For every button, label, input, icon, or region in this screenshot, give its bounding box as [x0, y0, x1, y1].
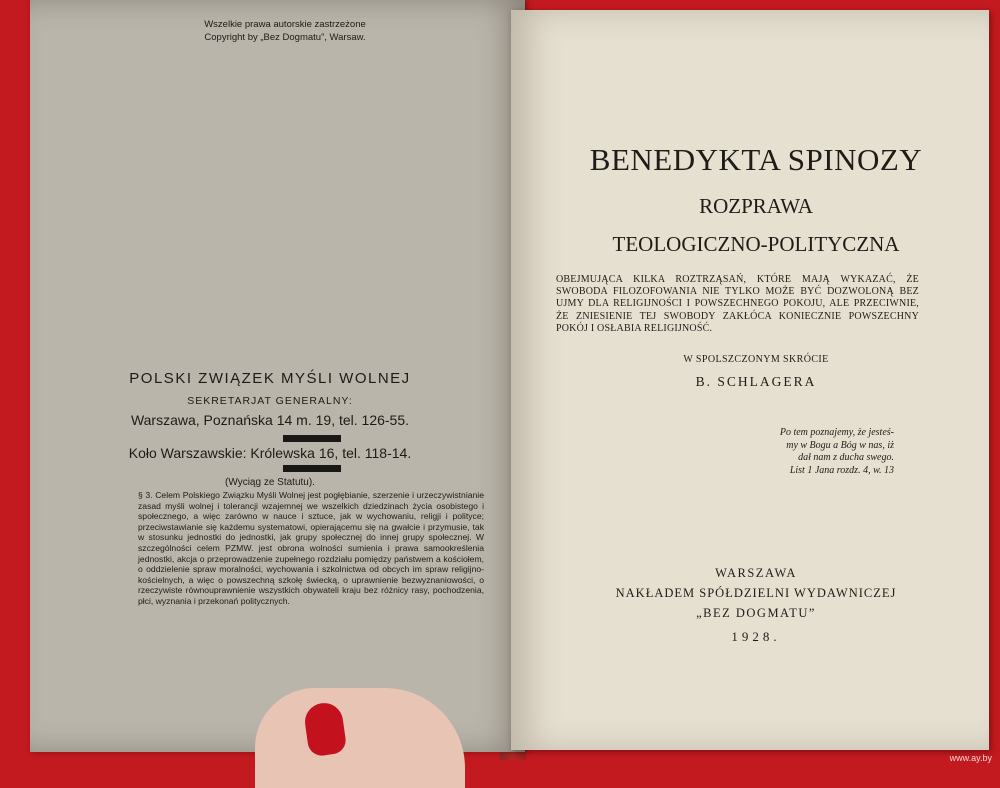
divider-bar	[283, 435, 341, 442]
organization-address: Warszawa, Poznańska 14 m. 19, tel. 126-55.	[130, 412, 410, 428]
divider-bar	[283, 465, 341, 472]
copyright-line: Wszelkie prawa autorskie zastrzeżone	[204, 19, 366, 30]
statute-paragraph: § 3. Celem Polskiego Związku Myśli Wolnej jest pogłębianie, szerzenie i urzeczywistnianie zasad myśli wolnej i tolerancji wzajemnej we wszelkich dziedzinach życia osobistego i społecznego, a więc zarówno w nauce i sztuce, jak w wychowaniu, religji i polityce; przeciwstawianie się każdemu systematowi, opierającemu się na gwałcie i przymusie, tak w stosunku jednostki do jednostki, jak grupy społecznej do innej grupy społecznej. W szczególności celem PZMW. jest obrona wolności sumienia i prawa samookreślenia jednostki, akcja o przeprowadzenie zupełnego rozdziału pomiędzy państwem a kościołem, o oddzielenie spraw moralności, wychowania i szkolnictwa od obcych im spraw religijno-kościelnych, a więc o powszechną szkołę świecką, o uprawnienie bezwyznaniowości, o rzeczywiste równouprawnienie wszystkich obywateli kraju bez różnicy rasy, pochodzenia, płci, wyznania i przekonań politycznych.	[138, 490, 484, 606]
epigraph-line: Po tem poznajemy, że jesteś-	[779, 427, 894, 438]
epigraph-line: dał nam z ducha swego.	[798, 452, 894, 464]
organization-secretariat: SEKRETARJAT GENERALNY:	[187, 395, 353, 407]
publication-year: 1928.	[731, 629, 781, 644]
watermark: www.ay.by	[949, 753, 992, 763]
book-title: BENEDYKTA SPINOZY	[589, 142, 923, 177]
statute-heading: (Wyciąg ze Statutu).	[225, 477, 315, 488]
epigraph-line: my w Bogu a Bóg w nas, iż	[786, 439, 894, 451]
epigraph-source: List 1 Jana rozdz. 4, w. 13	[789, 464, 894, 476]
abridgement-author: B. SCHLAGERA	[695, 374, 817, 389]
branch-address: Koło Warszawskie: Królewska 16, tel. 118-14.	[128, 445, 412, 461]
publisher-city: WARSZAWA	[715, 566, 797, 580]
book-description: OBEJMUJĄCA KILKA ROZTRZĄSAŃ, KTÓRE MAJĄ WYKAZAĆ, ŻE SWOBODA FILOZOFOWANIA NIE TYLKO MOŻE BYĆ DOZWOLONĄ BEZ UJMY DLA RELIGIJNOŚCI I POWSZECHNEGO POKOJU, ALE PRZECIWNIE, ŻE ZNIESIENIE TEJ SWOBODY ZAKŁÓCA KONIECZNIE POWSZECHNY POKÓJ I OSŁABIA RELIGIJNOŚĆ.	[556, 274, 919, 334]
abridgement-note: W SPOLSZCZONYM SKRÓCIE	[683, 354, 829, 365]
organization-name: POLSKI ZWIĄZEK MYŚLI WOLNEJ	[129, 370, 411, 387]
book-subtitle-2: TEOLOGICZNO-POLITYCZNA	[612, 232, 900, 256]
copyright-line: Copyright by „Bez Dogmatu”, Warsaw.	[204, 32, 366, 43]
publisher-name: „BEZ DOGMATU”	[696, 606, 816, 620]
epigraph	[746, 427, 894, 477]
book-subtitle: ROZPRAWA	[699, 194, 813, 218]
publisher-line: NAKŁADEM SPÓŁDZIELNI WYDAWNICZEJ	[615, 586, 897, 600]
copyright-notice	[160, 18, 410, 44]
